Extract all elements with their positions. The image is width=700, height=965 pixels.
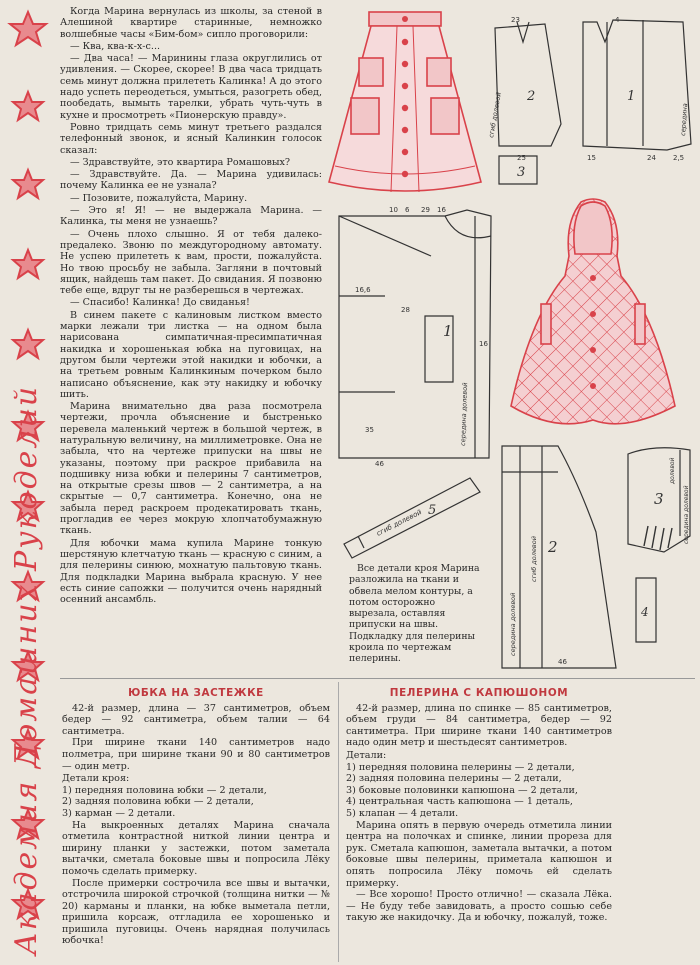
story-paragraph: — Позовите, пожалуйста, Марину.	[70, 192, 248, 204]
details-list	[346, 762, 612, 820]
list-item: 1) передняя половина пелерины — 2 детали,	[346, 761, 575, 773]
cape-illustration	[505, 196, 681, 436]
list-item: 3) карман — 2 детали.	[62, 807, 176, 819]
story-paragraph: — Два часа! — Маринины глаза округлились от удивления. — Скорее, скорее! В два часа тридцать семь минут должна прилететь Калинка! А до этого надо успеть переодеться, умыться, разогреть обед, пообедать, вымыть тарелки, убрать чуть-чуть в кухне и просмотреть «Пионерскую правду».	[60, 53, 322, 121]
dimension-label: 35	[365, 426, 374, 434]
pattern-note: долевой	[669, 457, 676, 484]
dimension-label: 15	[587, 154, 596, 162]
dimension-label: 16,6	[355, 286, 371, 294]
article-paragraph: При ширине ткани 140 сантиметров надо полметра, при ширине ткани 90 и 80 сантиметров — один метр.	[62, 737, 330, 772]
details-heading: Детали кроя:	[62, 773, 130, 785]
pattern-note: сгиб долевой	[375, 508, 423, 538]
dimension-label: 28	[401, 306, 410, 314]
story-column	[60, 6, 322, 606]
caption-text: Все детали кроя Марина разложила на ткани и обвела мелом контуры, а потом осторожно вырезала, оставляя припуски на швы. Подкладку для пелерины кроила по чертежам пелерины.	[349, 563, 480, 665]
pattern-note: сгиб долевой	[487, 91, 503, 139]
list-item: 1) передняя половина юбки — 2 детали,	[62, 784, 267, 796]
dimension-label: 46	[558, 658, 567, 666]
story-paragraph: — Здравствуйте, это квартира Ромашовых?	[70, 156, 291, 168]
article-title: ЮБКА НА ЗАСТЕЖКЕ	[128, 687, 264, 699]
details-heading: Детали:	[346, 749, 387, 761]
pattern-note: середина долевой	[509, 592, 517, 656]
hood-pattern	[624, 444, 696, 558]
article-paragraph: После примерки сострочила все швы и вытачки, отстрочила широкой строчкой (толщина нитки — № 20) карманы и планки, на юбке выметала петли, пришила корсаж, отгладила ее хорошенько и пришила пуговицы. Очень нарядная получилась юбочка!	[62, 877, 330, 947]
story-paragraph: Когда Марина вернулась из школы, за стеной в Алешиной квартире старинные, немножко волшебные часы «Бим-бом» сипло проговорили:	[60, 6, 322, 40]
pattern-label: 1	[627, 89, 636, 104]
pattern-note: сгиб долевой	[530, 536, 538, 582]
story-paragraph: — Здравствуйте. Да. — Марина удивилась: почему Калинка ее не узнала?	[60, 169, 322, 192]
pattern-label: 4	[641, 605, 649, 619]
dimension-label: 24	[647, 154, 656, 162]
article-paragraph: На выкроенных деталях Марина сначала отметила контрастной ниткой линии центра и ширину планки у застежки, потом заметала вытачки, сметала боковые швы и попросила Лёку помочь сделать примерку.	[62, 819, 330, 877]
article-paragraph: Марина опять в первую очередь отметила линии центра на полочках и спинке, линии прореза для рук. Сметала капюшон, заметала вытачки, а потом боковые швы пелерины, приметала капюшон и опять попросила Лёку помочь ей сделать примерку.	[346, 819, 612, 889]
dimension-label: 16	[437, 206, 446, 214]
pattern-label: 5	[428, 503, 437, 518]
cape-front-pattern	[335, 196, 495, 470]
list-item: 2) задняя половина пелерины — 2 детали,	[346, 773, 562, 785]
pattern-label: 1	[443, 322, 453, 340]
pattern-note: середина долевой	[459, 382, 470, 447]
divider	[60, 678, 695, 679]
dimension-label: 46	[375, 460, 384, 468]
story-paragraph: Марина внимательно два раза посмотрела чертежи, прочла объяснение и быстренько перевела маленький чертеж в большой чертеж, в натуральную величину, на миллиметровке. Она не забыла, что на чертеже припуски на швы не указаны, поэтому при раскрое прибавила на подшивку низа юбки и пелерины 7 сантиметров, на открытые срезы швов — 2 сантиметра, а на скрытые — 0,7 сантиметра. Конечно, она не забыла перед раскроем продекатировать ткань, прогладив ее через мокрую хлопчатобумажную ткань.	[60, 401, 322, 537]
dimension-label: 29	[421, 206, 430, 214]
vertical-banner	[0, 0, 56, 965]
pattern-label: 2	[548, 538, 558, 556]
details-list	[62, 785, 330, 820]
dimension-label: 25	[517, 154, 526, 162]
skirt-illustration	[325, 6, 485, 196]
strip-pattern	[338, 474, 500, 564]
list-item: 3) боковые половинки капюшона — 2 детали,	[346, 784, 578, 796]
banner-graphic	[0, 0, 56, 965]
list-item: 2) задняя половина юбки — 2 детали,	[62, 796, 254, 808]
dimension-label: 2,5	[673, 154, 685, 162]
list-item: 4) центральная часть капюшона — 1 деталь,	[346, 796, 573, 808]
pattern-note: середина долевой	[683, 485, 690, 544]
dimension-label: 6	[405, 206, 410, 214]
column-divider	[338, 682, 339, 962]
article-paragraph: 42-й размер, длина по спинке — 85 сантиметров, объем груди — 84 сантиметра, бедер — 92 сантиметра. При ширине ткани 140 сантиметров надо один метр и шестьдесят сантиметров.	[346, 702, 612, 749]
cape-article	[346, 688, 612, 924]
pattern-caption	[349, 563, 487, 665]
article-paragraph: 42-й размер, длина — 37 сантиметров, объем бедер — 92 сантиметра, объем талии — 64 сантиметра.	[62, 702, 330, 737]
skirt-pattern	[487, 14, 695, 192]
dimension-label: 23	[511, 16, 520, 24]
story-paragraph: Для юбочки мама купила Марине тонкую шерстяную клетчатую ткань — красную с синим, а для пелерины синюю, мохнатую пальтовую ткань. Для подкладки Марина выбрала красную. У нее есть синие сапожки — получится очень нарядный осенний ансамбль.	[60, 537, 322, 606]
list-item: 5) клапан — 4 детали.	[346, 807, 459, 819]
article-title: ПЕЛЕРИНА С КАПЮШОНОМ	[389, 687, 569, 699]
article-paragraph: — Все хорошо! Просто отлично! — сказала Лёка. — Не буду тебе завидовать, а просто сошью себе такую же накидочку. Да и юбочку, пожалуй, тоже.	[346, 889, 612, 924]
banner-text: Академия Домашних Рукоделий	[9, 384, 44, 955]
pocket-pattern	[632, 574, 662, 648]
story-paragraph: Ровно тридцать семь минут третьего раздался телефонный звонок, и ясный Калинкин голосок сказал:	[60, 121, 322, 156]
story-paragraph: В синем пакете с калиновым листком вместо марки лежали три листка — на одном была нарисована симпатичная-пресимпатичная накидка и хорошенькая юбка на пуговицах, на другом были чертежи этой накидки и юбочки, а на третьем ровным Калинкиным почерком было написано объяснение, как эту накидку и юбочку шить.	[60, 309, 322, 400]
pattern-note: середина	[679, 103, 690, 137]
story-paragraph: — Очень плохо слышно. Я от тебя далеко-предалеко. Звоню по междугородному автомату. Не успею прилететь к вам, прости, пожалуйста. Но твою просьбу не забыла. Загляни в почтовый ящик, найдешь там пакет. До свидания. Я позвоню тебе еще, вдруг ты не разберешься в чертежах.	[60, 228, 322, 297]
pattern-label: 3	[517, 165, 526, 180]
pattern-label: 2	[527, 89, 536, 104]
dimension-label: 4	[615, 16, 620, 24]
story-paragraph: — Спасибо! Калинка! До свиданья!	[70, 297, 250, 309]
story-paragraph: — Это я! Я! — не выдержала Марина. — Калинка, ты меня не узнаешь?	[60, 205, 322, 228]
dimension-label: 16	[479, 340, 488, 348]
cape-back-pattern	[498, 442, 622, 674]
story-paragraph: — Ква, ква-к-х-с...	[70, 40, 161, 52]
dimension-label: 10	[389, 206, 398, 214]
pattern-label: 3	[654, 490, 664, 508]
skirt-article	[62, 688, 330, 947]
